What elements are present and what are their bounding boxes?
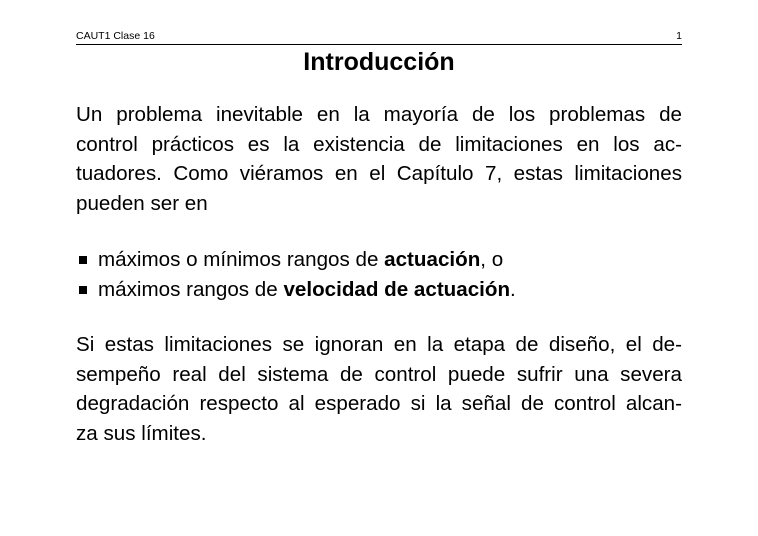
slide-title: Introducción [303,48,455,76]
paragraph-line: degradación respecto al esperado si la señal de control alcan- [76,392,682,415]
paragraph-line: za sus límites. [76,421,207,445]
list-item-text: máximos o mínimos rangos de [98,248,385,271]
paragraph-line: sempeño real del sistema de control puede sufrir una severa [76,362,682,386]
list-item-bold: actuación [384,248,481,271]
list-item-text: máximos rangos de [98,277,284,301]
page-number: 1 [676,30,682,42]
limitations-list [76,245,682,304]
list-item [76,245,682,275]
paragraph-line: Si estas limitaciones se ignoran en la etapa de diseño, el de- [76,333,682,356]
list-item-text: . [510,277,516,301]
square-bullet-icon [79,286,87,294]
list-item-text: , o [480,248,504,271]
list-item-bold: velocidad de actuación [283,277,511,301]
slide-header [76,30,682,45]
paragraph-line: pueden ser en [76,191,208,215]
course-label: CAUT1 Clase 16 [76,30,155,42]
list-item [76,275,682,305]
consequence-paragraph [76,330,682,448]
paragraph-line: control prácticos es la existencia de limitaciones en los ac- [76,132,682,156]
square-bullet-icon [79,256,87,264]
paragraph-line: Un problema inevitable en la mayoría de los problemas de [76,103,682,126]
paragraph-line: tuadores. Como viéramos en el Capítulo 7, estas limitaciones [76,162,682,185]
intro-paragraph [76,100,682,218]
